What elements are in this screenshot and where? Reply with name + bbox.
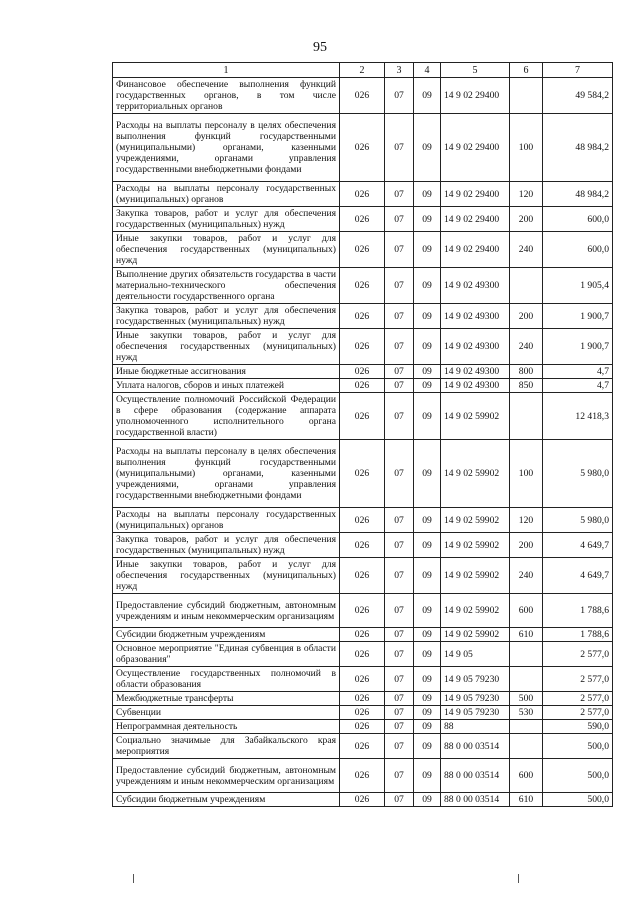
row-ministry-code: 026 bbox=[340, 182, 385, 207]
row-name: Осуществление полномочий Российской Федерации в сфере образования (содержание аппарата уполномоченного исполнительного органа государственной власти) bbox=[113, 393, 340, 440]
row-expense-type: 100 bbox=[510, 440, 543, 508]
row-amount: 1 900,7 bbox=[543, 304, 613, 329]
row-section: 07 bbox=[385, 533, 414, 558]
row-section: 07 bbox=[385, 365, 414, 379]
row-target-item: 14 9 02 29400 bbox=[441, 78, 510, 114]
row-amount: 5 980,0 bbox=[543, 440, 613, 508]
row-ministry-code: 026 bbox=[340, 642, 385, 667]
row-expense-type: 610 bbox=[510, 628, 543, 642]
row-expense-type: 240 bbox=[510, 558, 543, 594]
row-section: 07 bbox=[385, 734, 414, 759]
row-section: 07 bbox=[385, 393, 414, 440]
table-header-row bbox=[113, 63, 613, 78]
row-expense-type: 240 bbox=[510, 232, 543, 268]
row-ministry-code: 026 bbox=[340, 207, 385, 232]
row-amount: 2 577,0 bbox=[543, 667, 613, 692]
scan-mark-right bbox=[518, 874, 519, 883]
table-row bbox=[113, 793, 613, 807]
row-section: 07 bbox=[385, 268, 414, 304]
row-ministry-code: 026 bbox=[340, 734, 385, 759]
row-amount: 1 788,6 bbox=[543, 628, 613, 642]
row-section: 07 bbox=[385, 182, 414, 207]
row-expense-type: 850 bbox=[510, 379, 543, 393]
row-amount: 500,0 bbox=[543, 759, 613, 793]
row-name: Иные закупки товаров, работ и услуг для обеспечения государственных (муниципальных) нужд bbox=[113, 232, 340, 268]
row-expense-type: 500 bbox=[510, 692, 543, 706]
table-row bbox=[113, 667, 613, 692]
row-ministry-code: 026 bbox=[340, 759, 385, 793]
row-expense-type bbox=[510, 393, 543, 440]
row-expense-type: 800 bbox=[510, 365, 543, 379]
row-name: Финансовое обеспечение выполнения функций государственных органов, в том числе территориальных органов bbox=[113, 78, 340, 114]
row-expense-type: 200 bbox=[510, 207, 543, 232]
row-target-item: 14 9 02 29400 bbox=[441, 207, 510, 232]
row-amount: 48 984,2 bbox=[543, 182, 613, 207]
row-ministry-code: 026 bbox=[340, 558, 385, 594]
row-expense-type: 120 bbox=[510, 182, 543, 207]
row-ministry-code: 026 bbox=[340, 508, 385, 533]
row-ministry-code: 026 bbox=[340, 440, 385, 508]
row-subsection: 09 bbox=[414, 114, 441, 182]
table-row bbox=[113, 365, 613, 379]
row-ministry-code: 026 bbox=[340, 379, 385, 393]
row-section: 07 bbox=[385, 440, 414, 508]
row-amount: 48 984,2 bbox=[543, 114, 613, 182]
row-expense-type bbox=[510, 268, 543, 304]
row-target-item: 14 9 02 59902 bbox=[441, 628, 510, 642]
table-row bbox=[113, 78, 613, 114]
row-target-item: 14 9 05 79230 bbox=[441, 706, 510, 720]
header-col-4: 4 bbox=[414, 63, 441, 78]
row-name: Межбюджетные трансферты bbox=[113, 692, 340, 706]
row-section: 07 bbox=[385, 232, 414, 268]
row-target-item: 14 9 02 59902 bbox=[441, 508, 510, 533]
table-row bbox=[113, 304, 613, 329]
row-section: 07 bbox=[385, 329, 414, 365]
row-subsection: 09 bbox=[414, 692, 441, 706]
row-subsection: 09 bbox=[414, 304, 441, 329]
table-row bbox=[113, 207, 613, 232]
row-target-item: 14 9 02 49300 bbox=[441, 268, 510, 304]
row-expense-type: 120 bbox=[510, 508, 543, 533]
row-name: Осуществление государственных полномочий в области образования bbox=[113, 667, 340, 692]
header-col-6: 6 bbox=[510, 63, 543, 78]
row-target-item: 88 0 00 03514 bbox=[441, 793, 510, 807]
row-ministry-code: 026 bbox=[340, 720, 385, 734]
row-subsection: 09 bbox=[414, 78, 441, 114]
table-row bbox=[113, 508, 613, 533]
row-section: 07 bbox=[385, 558, 414, 594]
header-col-3: 3 bbox=[385, 63, 414, 78]
row-target-item: 14 9 02 59902 bbox=[441, 533, 510, 558]
row-section: 07 bbox=[385, 692, 414, 706]
row-expense-type bbox=[510, 720, 543, 734]
table-row bbox=[113, 114, 613, 182]
row-name: Социально значимые для Забайкальского края мероприятия bbox=[113, 734, 340, 759]
table-row bbox=[113, 329, 613, 365]
row-section: 07 bbox=[385, 793, 414, 807]
page-number: 95 bbox=[313, 40, 327, 55]
row-target-item: 14 9 02 29400 bbox=[441, 114, 510, 182]
row-name: Расходы на выплаты персоналу в целях обеспечения выполнения функций государственными (муниципальными) органами, казенными учреждениями, органами управления государственными внебюджетными фондами bbox=[113, 114, 340, 182]
row-ministry-code: 026 bbox=[340, 78, 385, 114]
row-amount: 600,0 bbox=[543, 232, 613, 268]
table-row bbox=[113, 759, 613, 793]
row-subsection: 09 bbox=[414, 642, 441, 667]
table-row bbox=[113, 594, 613, 628]
row-amount: 1 788,6 bbox=[543, 594, 613, 628]
row-subsection: 09 bbox=[414, 207, 441, 232]
row-amount: 4 649,7 bbox=[543, 558, 613, 594]
row-target-item: 14 9 02 59902 bbox=[441, 558, 510, 594]
row-section: 07 bbox=[385, 78, 414, 114]
row-ministry-code: 026 bbox=[340, 365, 385, 379]
row-amount: 2 577,0 bbox=[543, 706, 613, 720]
row-name: Расходы на выплаты персоналу государственных (муниципальных) органов bbox=[113, 182, 340, 207]
row-name: Непрограммная деятельность bbox=[113, 720, 340, 734]
budget-table bbox=[112, 62, 613, 807]
row-subsection: 09 bbox=[414, 182, 441, 207]
table-row bbox=[113, 232, 613, 268]
row-target-item: 14 9 02 49300 bbox=[441, 365, 510, 379]
row-expense-type: 100 bbox=[510, 114, 543, 182]
row-name: Субвенции bbox=[113, 706, 340, 720]
row-expense-type: 600 bbox=[510, 759, 543, 793]
table-row bbox=[113, 734, 613, 759]
row-amount: 590,0 bbox=[543, 720, 613, 734]
row-section: 07 bbox=[385, 720, 414, 734]
row-target-item: 14 9 05 79230 bbox=[441, 692, 510, 706]
row-section: 07 bbox=[385, 642, 414, 667]
row-amount: 500,0 bbox=[543, 793, 613, 807]
row-target-item: 14 9 05 bbox=[441, 642, 510, 667]
row-subsection: 09 bbox=[414, 706, 441, 720]
row-target-item: 88 bbox=[441, 720, 510, 734]
table-row bbox=[113, 628, 613, 642]
row-subsection: 09 bbox=[414, 759, 441, 793]
row-name: Предоставление субсидий бюджетным, автономным учреждениям и иным некоммерческим организациям bbox=[113, 759, 340, 793]
table-row bbox=[113, 440, 613, 508]
row-section: 07 bbox=[385, 207, 414, 232]
header-col-2: 2 bbox=[340, 63, 385, 78]
row-subsection: 09 bbox=[414, 558, 441, 594]
row-name: Закупка товаров, работ и услуг для обеспечения государственных (муниципальных) нужд bbox=[113, 207, 340, 232]
row-ministry-code: 026 bbox=[340, 232, 385, 268]
row-ministry-code: 026 bbox=[340, 393, 385, 440]
row-expense-type bbox=[510, 78, 543, 114]
row-expense-type: 530 bbox=[510, 706, 543, 720]
row-subsection: 09 bbox=[414, 720, 441, 734]
row-amount: 2 577,0 bbox=[543, 642, 613, 667]
row-ministry-code: 026 bbox=[340, 628, 385, 642]
row-amount: 1 900,7 bbox=[543, 329, 613, 365]
row-target-item: 14 9 02 49300 bbox=[441, 379, 510, 393]
row-section: 07 bbox=[385, 114, 414, 182]
header-col-7: 7 bbox=[543, 63, 613, 78]
row-name: Предоставление субсидий бюджетным, автономным учреждениям и иным некоммерческим организациям bbox=[113, 594, 340, 628]
row-target-item: 14 9 02 29400 bbox=[441, 232, 510, 268]
row-expense-type: 200 bbox=[510, 533, 543, 558]
table-row bbox=[113, 720, 613, 734]
row-ministry-code: 026 bbox=[340, 114, 385, 182]
row-amount: 4,7 bbox=[543, 379, 613, 393]
table-row bbox=[113, 558, 613, 594]
row-name: Закупка товаров, работ и услуг для обеспечения государственных (муниципальных) нужд bbox=[113, 533, 340, 558]
row-amount: 2 577,0 bbox=[543, 692, 613, 706]
row-ministry-code: 026 bbox=[340, 304, 385, 329]
table-row bbox=[113, 533, 613, 558]
table-row bbox=[113, 706, 613, 720]
row-expense-type: 610 bbox=[510, 793, 543, 807]
row-name: Расходы на выплаты персоналу в целях обеспечения выполнения функций государственными (муниципальными) органами, казенными учреждениями, органами управления государственными внебюджетными фондами bbox=[113, 440, 340, 508]
row-section: 07 bbox=[385, 759, 414, 793]
row-name: Субсидии бюджетным учреждениям bbox=[113, 793, 340, 807]
row-expense-type: 600 bbox=[510, 594, 543, 628]
row-subsection: 09 bbox=[414, 508, 441, 533]
row-amount: 500,0 bbox=[543, 734, 613, 759]
row-target-item: 14 9 02 59902 bbox=[441, 594, 510, 628]
row-subsection: 09 bbox=[414, 533, 441, 558]
row-section: 07 bbox=[385, 667, 414, 692]
row-amount: 4,7 bbox=[543, 365, 613, 379]
row-expense-type: 240 bbox=[510, 329, 543, 365]
row-subsection: 09 bbox=[414, 628, 441, 642]
row-ministry-code: 026 bbox=[340, 793, 385, 807]
table-row bbox=[113, 642, 613, 667]
table-row bbox=[113, 379, 613, 393]
row-section: 07 bbox=[385, 304, 414, 329]
row-subsection: 09 bbox=[414, 793, 441, 807]
row-section: 07 bbox=[385, 628, 414, 642]
row-expense-type bbox=[510, 667, 543, 692]
row-ministry-code: 026 bbox=[340, 329, 385, 365]
row-name: Основное мероприятие "Единая субвенция в области образования" bbox=[113, 642, 340, 667]
row-name: Закупка товаров, работ и услуг для обеспечения государственных (муниципальных) нужд bbox=[113, 304, 340, 329]
row-ministry-code: 026 bbox=[340, 594, 385, 628]
row-section: 07 bbox=[385, 508, 414, 533]
row-target-item: 14 9 02 49300 bbox=[441, 329, 510, 365]
row-subsection: 09 bbox=[414, 667, 441, 692]
table-row bbox=[113, 692, 613, 706]
row-target-item: 14 9 02 49300 bbox=[441, 304, 510, 329]
table-row bbox=[113, 182, 613, 207]
header-col-1: 1 bbox=[113, 63, 340, 78]
row-name: Субсидии бюджетным учреждениям bbox=[113, 628, 340, 642]
row-amount: 1 905,4 bbox=[543, 268, 613, 304]
row-section: 07 bbox=[385, 594, 414, 628]
table-body bbox=[113, 78, 613, 807]
row-amount: 5 980,0 bbox=[543, 508, 613, 533]
row-amount: 4 649,7 bbox=[543, 533, 613, 558]
row-expense-type bbox=[510, 642, 543, 667]
row-target-item: 88 0 00 03514 bbox=[441, 734, 510, 759]
row-ministry-code: 026 bbox=[340, 692, 385, 706]
row-target-item: 14 9 02 59902 bbox=[441, 393, 510, 440]
row-expense-type bbox=[510, 734, 543, 759]
row-name: Иные закупки товаров, работ и услуг для обеспечения государственных (муниципальных) нужд bbox=[113, 329, 340, 365]
row-subsection: 09 bbox=[414, 393, 441, 440]
table-row bbox=[113, 393, 613, 440]
row-name: Иные закупки товаров, работ и услуг для обеспечения государственных (муниципальных) нужд bbox=[113, 558, 340, 594]
row-subsection: 09 bbox=[414, 594, 441, 628]
row-section: 07 bbox=[385, 706, 414, 720]
row-amount: 12 418,3 bbox=[543, 393, 613, 440]
header-col-5: 5 bbox=[441, 63, 510, 78]
row-ministry-code: 026 bbox=[340, 533, 385, 558]
row-subsection: 09 bbox=[414, 734, 441, 759]
row-ministry-code: 026 bbox=[340, 268, 385, 304]
row-ministry-code: 026 bbox=[340, 667, 385, 692]
row-subsection: 09 bbox=[414, 379, 441, 393]
row-name: Выполнение других обязательств государства в части материально-технического обеспечения деятельности государственного органа bbox=[113, 268, 340, 304]
row-subsection: 09 bbox=[414, 232, 441, 268]
row-subsection: 09 bbox=[414, 365, 441, 379]
row-name: Иные бюджетные ассигнования bbox=[113, 365, 340, 379]
row-subsection: 09 bbox=[414, 440, 441, 508]
row-target-item: 14 9 05 79230 bbox=[441, 667, 510, 692]
row-target-item: 14 9 02 59902 bbox=[441, 440, 510, 508]
row-section: 07 bbox=[385, 379, 414, 393]
row-ministry-code: 026 bbox=[340, 706, 385, 720]
row-target-item: 88 0 00 03514 bbox=[441, 759, 510, 793]
row-target-item: 14 9 02 29400 bbox=[441, 182, 510, 207]
row-subsection: 09 bbox=[414, 268, 441, 304]
row-subsection: 09 bbox=[414, 329, 441, 365]
row-name: Уплата налогов, сборов и иных платежей bbox=[113, 379, 340, 393]
table-row bbox=[113, 268, 613, 304]
row-name: Расходы на выплаты персоналу государственных (муниципальных) органов bbox=[113, 508, 340, 533]
row-amount: 49 584,2 bbox=[543, 78, 613, 114]
row-amount: 600,0 bbox=[543, 207, 613, 232]
scan-mark-left bbox=[133, 874, 134, 883]
row-expense-type: 200 bbox=[510, 304, 543, 329]
